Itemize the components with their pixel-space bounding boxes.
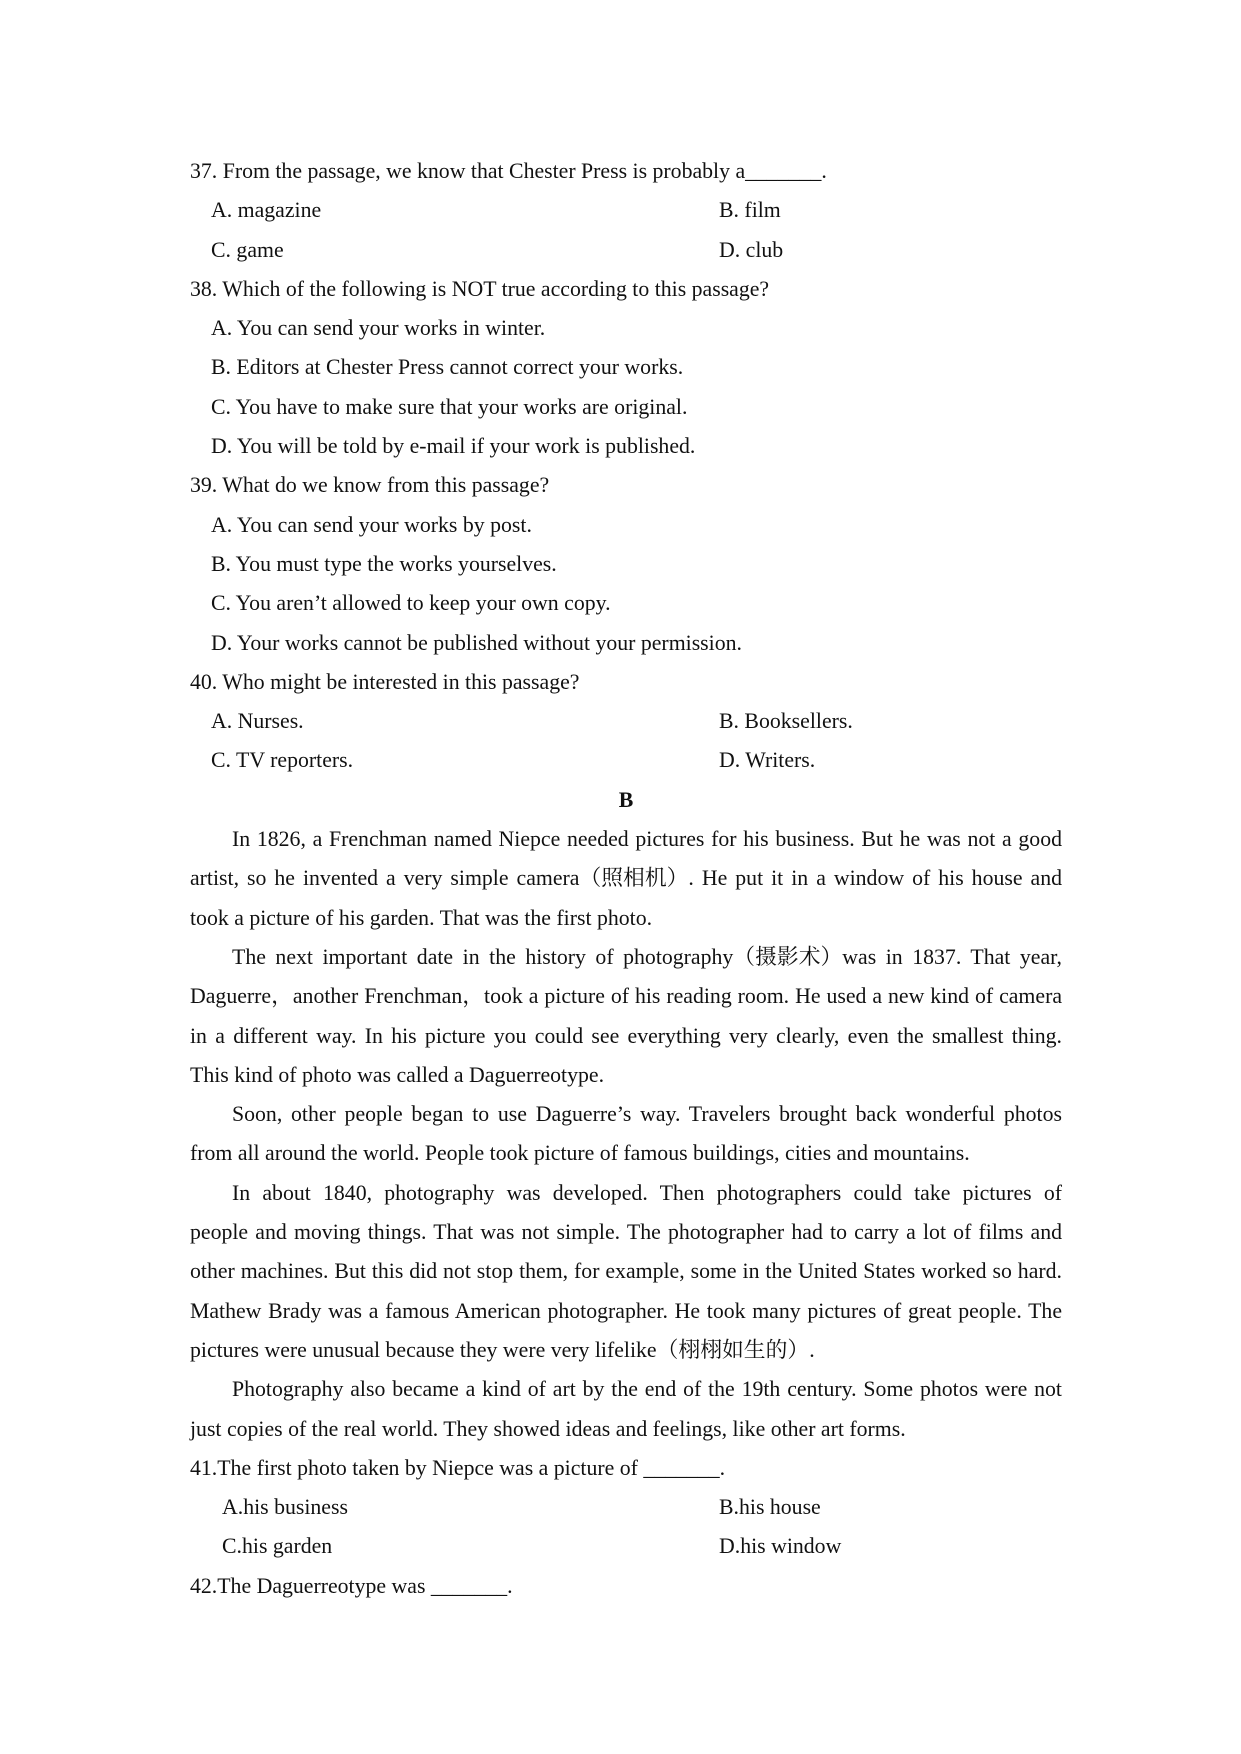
option-d: D. club [719, 237, 784, 262]
passage-line-text: artist, so he invented a very simple camera（照相机）. He put it in a window of his house and [190, 866, 1062, 891]
passage-line [190, 1017, 1062, 1056]
passage-line-text: took a picture of his garden. That was the first photo. [190, 905, 653, 930]
question-38 [190, 270, 1062, 466]
option-b: B. Editors at Chester Press cannot correct your works. [211, 355, 684, 380]
question-41 [190, 1449, 1062, 1567]
option-a: A. Nurses. [211, 709, 304, 734]
passage-line [190, 977, 1062, 1016]
passage-line-text: This kind of photo was called a Daguerreotype. [190, 1062, 605, 1087]
passage-line [190, 1174, 1062, 1213]
options-row [190, 231, 1062, 270]
passage-paragraph [190, 1095, 1062, 1174]
section-heading: B [618, 787, 634, 812]
question-stem: 42.The Daguerreotype was _______. [190, 1573, 513, 1598]
question-42 [190, 1567, 1062, 1606]
passage-line [190, 938, 1062, 977]
option-a: A. magazine [211, 198, 322, 223]
passage-line-text: other machines. But this did not stop them, for example, some in the United States worked so hard. [190, 1259, 1062, 1284]
option-c: C. TV reporters. [211, 748, 354, 773]
previous-section-questions [190, 152, 1062, 781]
option-d: D. You will be told by e-mail if your work is published. [211, 434, 696, 459]
options-row [190, 1527, 1062, 1566]
option-c: C. You aren’t allowed to keep your own copy. [211, 591, 611, 616]
passage-paragraph [190, 1174, 1062, 1370]
question-stem: 37. From the passage, we know that Chester Press is probably a_______. [190, 159, 827, 183]
passage-line [190, 859, 1062, 898]
option-b: B. You must type the works yourselves. [211, 551, 557, 576]
question-37 [190, 152, 1062, 270]
question-40 [190, 663, 1062, 781]
passage-line [190, 1252, 1062, 1291]
option-c: C. game [211, 237, 284, 262]
passage-line [190, 1370, 1062, 1409]
passage-line [190, 1331, 1062, 1370]
passage-line [190, 1410, 1062, 1449]
passage-line [190, 1134, 1062, 1173]
option-a: A. You can send your works by post. [211, 512, 532, 537]
passage-line-text: Daguerre，another Frenchman，took a picture of his reading room. He used a new kind of camera [190, 984, 1062, 1009]
options-row [190, 1488, 1062, 1527]
passage-line-text: from all around the world. People took picture of famous buildings, cities and mountains. [190, 1141, 970, 1166]
question-stem: 41.The first photo taken by Niepce was a picture of _______. [190, 1455, 726, 1480]
reading-passage [190, 820, 1062, 1449]
option-d: D. Writers. [719, 748, 816, 773]
passage-line [190, 1095, 1062, 1134]
option-a: A. You can send your works in winter. [211, 316, 546, 341]
passage-line-text: in a different way. In his picture you could see everything very clearly, even the smallest thing. [190, 1023, 1062, 1048]
passage-line-text: The next important date in the history of photography（摄影术）was in 1837. That year, [232, 944, 1062, 969]
passage-line [190, 899, 1062, 938]
passage-line-text: In 1826, a Frenchman named Niepce needed pictures for his business. But he was not a good [232, 827, 1062, 852]
option-b: B. Booksellers. [719, 709, 853, 734]
option-d: D. Your works cannot be published without your permission. [211, 630, 742, 655]
option-a: A.his business [222, 1495, 348, 1520]
passage-line-text: In about 1840, photography was developed. Then photographers could take pictures of [232, 1180, 1062, 1205]
question-stem: 39. What do we know from this passage? [190, 473, 550, 498]
passage-line [190, 1056, 1062, 1095]
options-row [190, 702, 1062, 741]
section-b [190, 781, 1062, 1606]
option-b: B. film [719, 198, 781, 223]
passage-line-text: Soon, other people began to use Daguerre’s way. Travelers brought back wonderful photos [232, 1102, 1062, 1127]
passage-line-text: pictures were unusual because they were very lifelike（栩栩如生的）. [190, 1337, 815, 1362]
question-stem: 38. Which of the following is NOT true according to this passage? [190, 276, 770, 301]
passage-line-text: just copies of the real world. They showed ideas and feelings, like other art forms. [190, 1416, 906, 1441]
passage-line [190, 1213, 1062, 1252]
question-stem: 40. Who might be interested in this passage? [190, 669, 580, 694]
passage-paragraph [190, 1370, 1062, 1449]
option-b: B.his house [719, 1495, 821, 1520]
option-c: C. You have to make sure that your works are original. [211, 394, 688, 419]
options-row [190, 741, 1062, 780]
option-d: D.his window [719, 1534, 842, 1559]
passage-line [190, 820, 1062, 859]
option-c: C.his garden [222, 1534, 333, 1559]
exam-page [190, 152, 1062, 1606]
question-39 [190, 466, 1062, 662]
passage-line-text: Photography also became a kind of art by the end of the 19th century. Some photos were not [232, 1377, 1062, 1402]
passage-paragraph [190, 820, 1062, 938]
passage-line-text: Mathew Brady was a famous American photographer. He took many pictures of great people. The [190, 1298, 1062, 1323]
passage-line-text: people and moving things. That was not simple. The photographer had to carry a lot of films and [190, 1220, 1062, 1245]
passage-line [190, 1292, 1062, 1331]
passage-paragraph [190, 938, 1062, 1095]
options-row [190, 191, 1062, 230]
